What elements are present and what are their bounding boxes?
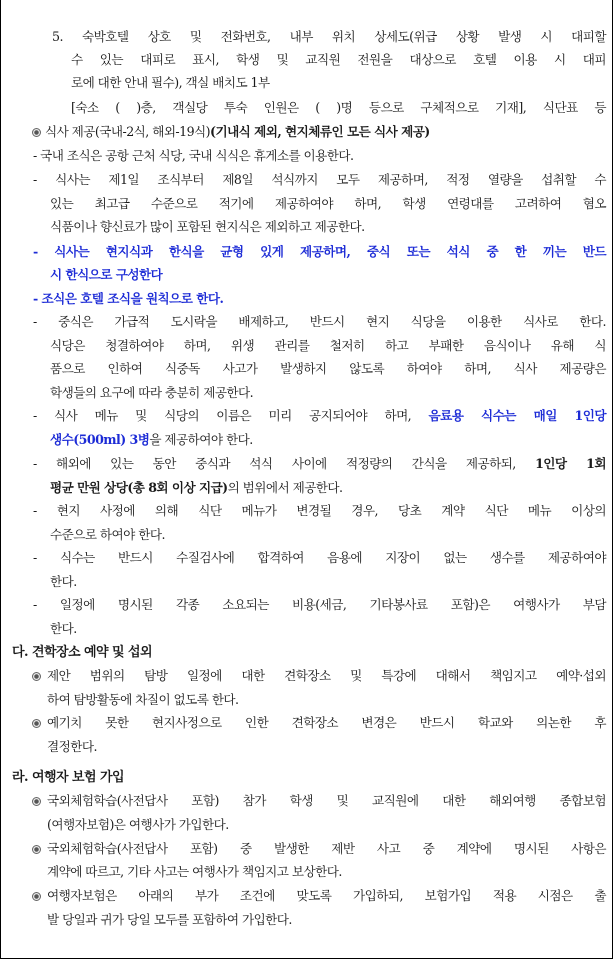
meal-item-9-line2: 한다.: [50, 574, 77, 589]
meal-item-6-line2: [50, 428, 606, 451]
bullet-circle-icon: [32, 797, 41, 806]
meal-item-7-line2: [50, 476, 606, 499]
bullet-circle-icon: [32, 845, 41, 854]
section-da-bullet2-line1: 예기치 못한 현지사정으로 인한 견학장소 변경은 반드시 학교와 의논한 후: [47, 715, 606, 730]
meal-item-7-tail: 의 범위에서 제공한다.: [227, 480, 343, 495]
meal-item-4: - 조식은 호텔 조식을 원칙으로 한다.: [33, 291, 224, 306]
meal-item-1: - 국내 조식은 공항 근처 식당, 국내 식식은 휴게소를 이용한다.: [33, 148, 354, 163]
meal-item-7-text: - 해외에 있는 동안 중식과 석식 사이에 적정량의 간식을 제공하되,: [33, 456, 536, 471]
section-ra-bullet3-line1: 여행자보험은 아래의 부가 조건에 맞도록 가입하되, 보험가입 적용 시점은 출: [47, 888, 606, 903]
section-da-bullet1-line1: 제안 범위의 탐방 일정에 대한 견학장소 및 특강에 대해서 책임지고 예약·섭외: [47, 668, 606, 683]
meal-heading-bold: (기내식 제외, 현지체류인 모든 식사 제공): [210, 124, 430, 139]
item5-line4: [숙소 ( )층, 객실당 투숙 인원은 ( )명 등으로 구체적으로 기재], 식단표 등: [71, 100, 606, 115]
meal-item-10-line1: - 일정에 명시된 각종 소요되는 비용(세금, 기타봉사료 포함)은 여행사가 부담: [33, 597, 606, 612]
meal-item-6-tail: 을 제공하여야 한다.: [149, 432, 253, 447]
meal-item-5-line2: 식당은 청결하여야 하며, 위생 관리를 철저히 하고 부패한 음식이나 유해 식: [50, 338, 606, 353]
meal-item-6-line1: [33, 404, 606, 427]
item5-line3: 로에 대한 안내 필수), 객실 배치도 1부: [71, 75, 270, 90]
section-ra-bullet2-line2: 계약에 따르고, 기타 사고는 여행사가 책임지고 보상한다.: [47, 864, 342, 879]
section-ra-bullet1-line1: 국외체험학습(사전답사 포함) 참가 학생 및 교직원에 대한 해외여행 종합보험: [47, 793, 606, 808]
meal-item-3-line2: 시 한식으로 구성한다: [50, 267, 163, 282]
meal-item-9-line1: - 식수는 반드시 수질검사에 합격하여 음용에 지장이 없는 생수를 제공하여야: [33, 550, 606, 565]
meal-item-6-highlight: 음료용 식수는 매일 1인당: [428, 408, 606, 423]
meal-heading: [45, 120, 606, 143]
meal-item-5-line3: 품으로 인하여 식중독 사고가 발생하지 않도록 하여야 하며, 식사 제공량은: [50, 361, 606, 376]
section-da-bullet2-line2: 결정한다.: [47, 739, 97, 754]
section-ra-bullet3-line2: 발 당일과 귀가 당일 모두를 포함하여 가입한다.: [47, 912, 292, 927]
meal-heading-main: 식사 제공(국내-2식, 해외-19식): [45, 124, 211, 139]
meal-item-2-line1: - 식사는 제1일 조식부터 제8일 석식까지 모두 제공하며, 적정 열량을 섭취할 수: [33, 172, 606, 187]
meal-item-6-text: - 식사 메뉴 및 식당의 이름은 미리 공지되어야 하며,: [33, 408, 429, 423]
meal-item-2-line2: 있는 최고급 수준으로 적기에 제공하여야 하며, 학생 연령대를 고려하여 혐오: [50, 196, 606, 211]
section-ra-bullet1-line2: (여행자보험)은 여행사가 가입한다.: [47, 817, 229, 832]
bullet-circle-icon: [32, 672, 41, 681]
section-ra-bullet2-line1: 국외체험학습(사전답사 포함) 중 발생한 제반 사고 중 계약에 명시된 사항은: [47, 841, 606, 856]
meal-item-7-bold2: 평균 만원 상당(총 8회 이상 지급): [50, 480, 228, 495]
section-da-title: 다. 견학장소 예약 및 섭외: [12, 645, 152, 660]
item5-line1: 5. 숙박호텔 상호 및 전화번호, 내부 위치 상세도(위급 상황 발생 시 대피할: [52, 29, 606, 44]
meal-item-2-line3: 식품이나 향신료가 많이 포함된 현지식은 제외하고 제공한다.: [50, 219, 365, 234]
meal-item-8-line2: 수준으로 하여야 한다.: [50, 527, 165, 542]
item5-line2: 수 있는 대피로 표시, 학생 및 교직원 전원을 대상으로 호텔 이용 시 대피: [71, 52, 606, 67]
meal-item-5-line1: - 중식은 가급적 도시락을 배제하고, 반드시 현지 식당을 이용한 식사로 한다.: [33, 314, 606, 329]
meal-item-10-line2: 한다.: [50, 621, 77, 636]
section-ra-title: 라. 여행자 보험 가입: [12, 770, 124, 785]
meal-item-5-line4: 학생들의 요구에 따라 충분히 제공한다.: [50, 385, 254, 400]
bullet-circle-icon: [32, 892, 41, 901]
meal-item-3-line1: - 식사는 현지식과 한식을 균형 있게 제공하며, 중식 또는 석식 중 한 끼는 반드: [33, 244, 606, 259]
meal-item-7-line1: [33, 452, 606, 475]
meal-item-6-water: 생수(500ml) 3병: [50, 432, 150, 447]
meal-item-8-line1: - 현지 사정에 의해 식단 메뉴가 변경될 경우, 당초 계약 식단 메뉴 이상의: [33, 503, 606, 518]
bullet-circle-icon: [32, 128, 41, 137]
section-da-bullet1-line2: 하여 탐방활동에 차질이 없도록 한다.: [47, 692, 239, 707]
bullet-circle-icon: [32, 719, 41, 728]
meal-item-7-bold: 1인당 1회: [535, 456, 607, 471]
